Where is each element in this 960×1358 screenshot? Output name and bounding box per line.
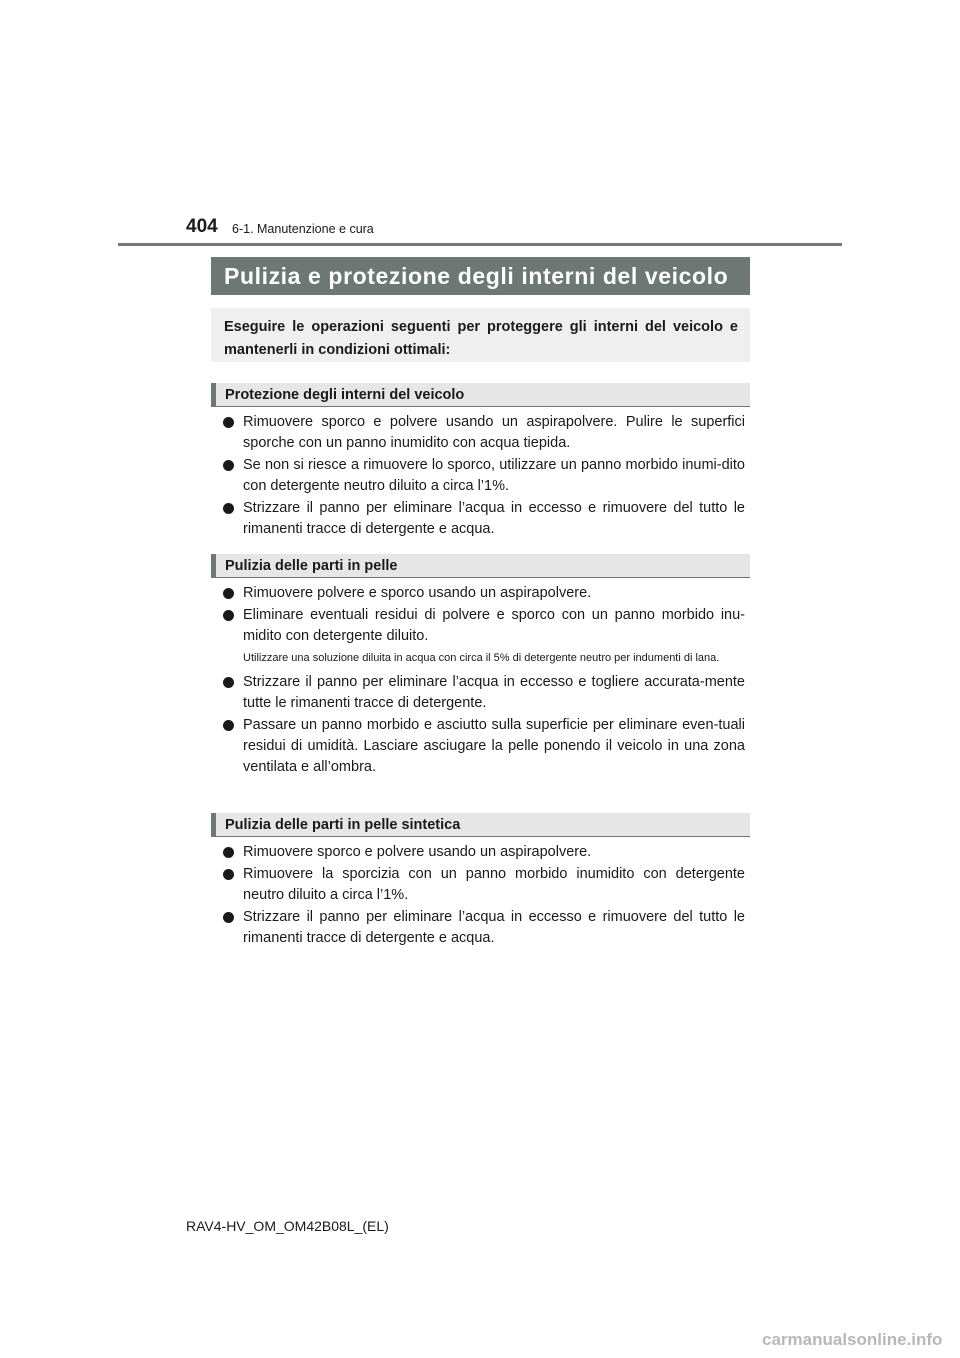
page-number: 404 (186, 216, 218, 237)
bullet-icon (223, 503, 234, 514)
list-item-text: Strizzare il panno per eliminare l’acqua in eccesso e rimuovere del tutto le rimanenti tracce di detergente e acqua. (243, 500, 745, 537)
list-item-text: Rimuovere sporco e polvere usando un aspirapolvere. (243, 844, 592, 860)
list-item-text: Rimuovere polvere e sporco usando un aspirapolvere. (243, 585, 592, 601)
title-banner (211, 257, 750, 295)
list-item (222, 583, 745, 604)
list-item (222, 455, 745, 497)
list-item (222, 672, 745, 714)
intro-box (211, 308, 750, 362)
footer-code: RAV4-HV_OM_OM42B08L_(EL) (186, 1218, 389, 1234)
list-item-text: Rimuovere la sporcizia con un panno morbido inumidito con detergente neutro diluito a circa l’1%. (243, 866, 745, 903)
list-item (222, 498, 745, 540)
section-label: 6-1. Manutenzione e cura (232, 222, 374, 236)
list-item (222, 907, 745, 949)
bullet-icon (223, 610, 234, 621)
list-item (222, 715, 745, 778)
bullet-icon (223, 847, 234, 858)
list-item-text: Strizzare il panno per eliminare l’acqua in eccesso e rimuovere del tutto le rimanenti tracce di detergente e acqua. (243, 909, 745, 946)
list-item-text: Rimuovere sporco e polvere usando un aspirapolvere. Pulire le superfici sporche con un panno inumidito con acqua tiepida. (243, 414, 745, 451)
subheading-protection (211, 383, 750, 407)
list-item-text: Eliminare eventuali residui di polvere e sporco con un panno morbido inu-midito con detergente diluito. (243, 607, 745, 644)
page-title: Pulizia e protezione degli interni del veicolo (224, 262, 729, 289)
bullet-icon (223, 912, 234, 923)
bullet-icon (223, 869, 234, 880)
bullet-list-protection (222, 412, 745, 541)
bullet-icon (223, 417, 234, 428)
subheading-synthetic-leather (211, 813, 750, 837)
bullet-icon (223, 460, 234, 471)
intro-text: Eseguire le operazioni seguenti per proteggere gli interni del veicolo e mantenerli in condizioni ottimali: (224, 319, 738, 358)
watermark: carmanualsonline.info (762, 1330, 943, 1349)
bullet-list-synthetic-leather (222, 842, 745, 950)
list-item-text: Se non si riesce a rimuovere lo sporco, utilizzare un panno morbido inumi-dito con detergente neutro diluito a circa l’1%. (243, 457, 745, 494)
list-item-text: Strizzare il panno per eliminare l’acqua in eccesso e togliere accurata-mente tutte le rimanenti tracce di detergente. (243, 674, 745, 711)
bullet-icon (223, 677, 234, 688)
subheading-text: Protezione degli interni del veicolo (225, 386, 465, 403)
subheading-text: Pulizia delle parti in pelle (225, 557, 398, 574)
list-item (222, 412, 745, 454)
list-item (222, 864, 745, 906)
list-item-text: Passare un panno morbido e asciutto sulla superficie per eliminare even-tuali residui di umidità. Lasciare asciugare la pelle ponendo il veicolo in una zona ventilata e all’ombra. (243, 717, 745, 775)
bullet-list-leather (222, 583, 745, 779)
bullet-icon (223, 588, 234, 599)
list-item (222, 605, 745, 647)
list-item (222, 842, 745, 863)
subheading-text: Pulizia delle parti in pelle sintetica (225, 816, 461, 833)
note-text: Utilizzare una soluzione diluita in acqua con circa il 5% di detergente neutro per indumenti di lana. (243, 652, 720, 664)
header-rule (118, 243, 842, 246)
bullet-icon (223, 720, 234, 731)
subheading-leather (211, 554, 750, 578)
